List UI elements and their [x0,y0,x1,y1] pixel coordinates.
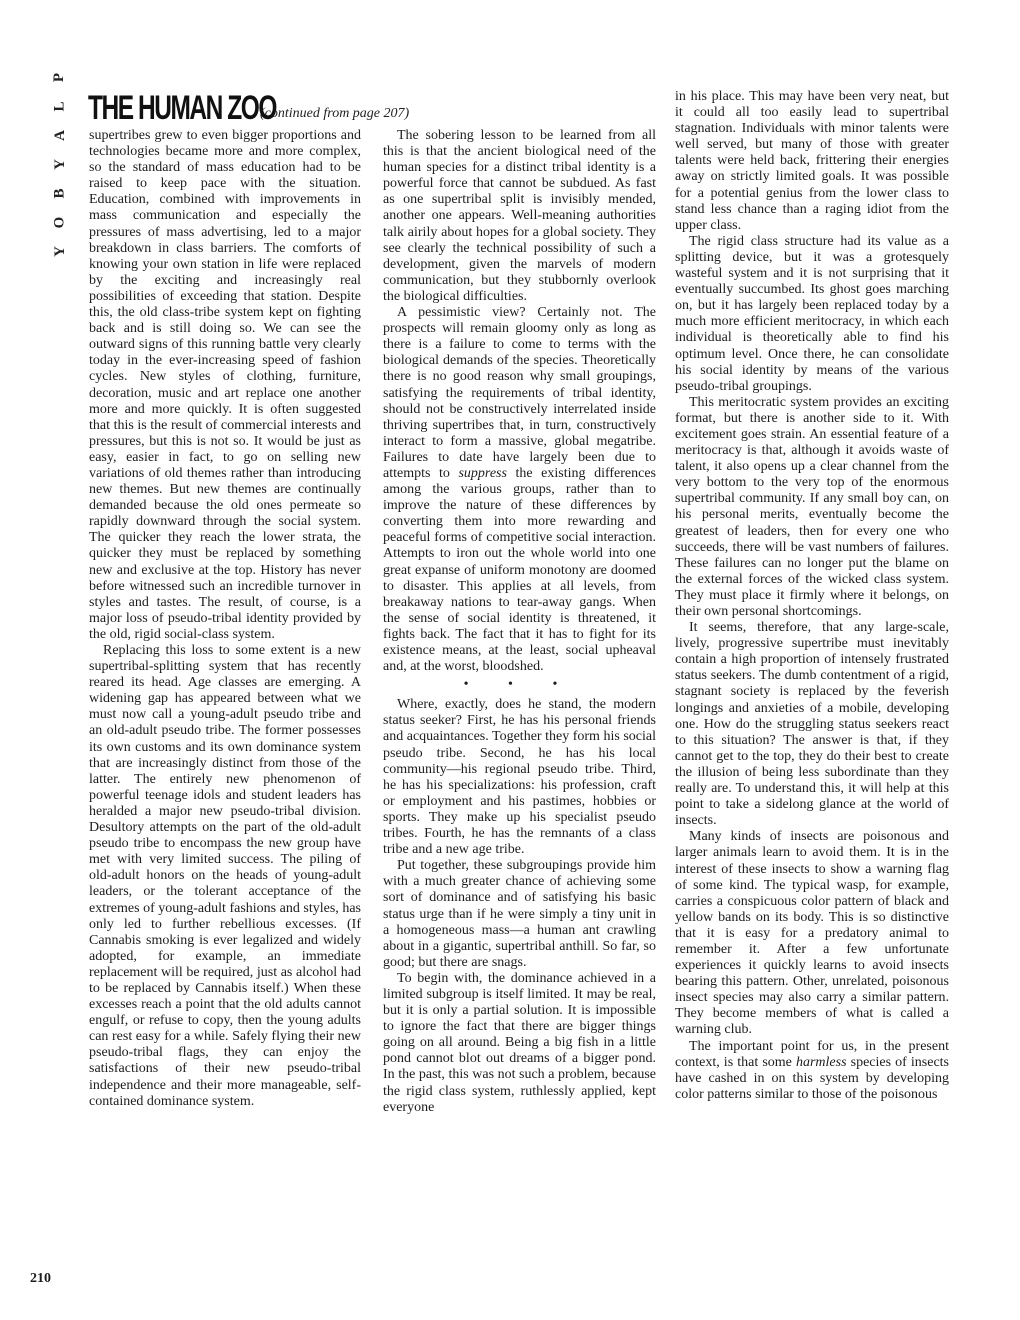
magazine-letter: B [51,188,68,199]
paragraph [675,1039,949,1103]
paragraph: This meritocratic system provides an exciting format, but there is another side to it. With excitement goes strain. An essential feature of a meritocracy is that, although it avoids waste of talent, it also opens up a clear channel from the very bottom to the very top of the enormous supertribal community. If any small boy can, on his personal merits, eventually become the greatest of leaders, then for every one who succeeds, there will be vast numbers of failures. These failures can no longer put the blame on the external forces of the wicked class system. They must place it firmly where it belongs, on their own personal shortcomings. [675,394,949,619]
paragraph: in his place. This may have been very neat, but it could all too easily lead to supertribal stagnation. Individuals with minor talents were well served, but many of those with greater talents were held back, frittering their energies away on strictly limited goals. It was possible for a potential genius from the lower class to stand less chance than a raging idiot from the upper class. [675,89,949,233]
page-number: 210 [30,1271,51,1286]
paragraph: Put together, these subgroupings provide him with a much greater chance of achieving some sort of dominance and of satisfying his basic status urge than if he were simply a tiny unit in a homogeneous mass—a human ant crawling about in a gigantic, supertribal anthill. So far, so good; but there are snags. [383,858,656,970]
article-title: THE HUMAN ZOO [88,89,276,127]
magazine-letter: O [51,216,68,229]
continued-note: (continued from page 207) [260,106,410,121]
article-header [88,85,688,125]
paragraph: The rigid class structure had its value as a splitting device, but it was a grotesquely wasteful system and it is not surprising that it eventually succumbed. Its ghost goes marching on, but it has largely been replaced today by a much more efficient meritocracy, in which each individual is theoretically able to find his optimum level. Once there, he can consolidate his social identity by means of the various pseudo-tribal groupings. [675,233,949,394]
text-run: The important point for us, in the present context, is that some [675,1038,949,1070]
paragraph: Replacing this loss to some extent is a new supertribal-splitting system that has recently reared its head. Age classes are emerging. A widening gap has appeared between what we must now call a young-adult pseudo tribe and an old-adult pseudo tribe. The former possesses its own customs and its own dominance system that are increasingly distinct from those of the latter. The entirely new phenomenon of powerful teenage idols and student leaders has heralded a major new pseudo-tribal division. Desultory attempts on the part of the old-adult pseudo tribe to encompass the new group have met with very limited success. The piling of old-adult honors on the heads of young-adult leaders, or the tolerant acceptance of the extremes of young-adult fashions and styles, has only led to further rebellious excesses. (If Cannabis smoking is ever legalized and widely adopted, for example, an immediate replacement will be required, just as alcohol had to be replaced by Cannabis itself.) When these excesses reach a point that the old adults cannot engulf, or refuse to copy, then the young adults can rest easy for a while. Safely flying their new pseudo-tribal flags, they can enjoy the satisfactions of their new pseudo-tribal independence and their more manageable, self-contained dominance system. [89,643,361,1109]
emphasis-text: suppress [458,465,507,481]
magazine-letter: L [51,101,68,112]
magazine-letter: P [51,72,68,83]
section-separator: • • • [463,677,576,693]
magazine-name-vertical [30,70,90,257]
paragraph: The sobering lesson to be learned from all this is that the ancient biological need of the human species for a distinct tribal identity is a powerful force that cannot be subdued. As fast as one supertribal split is invisibly mended, another one appears. Well-meaning authorities talk airily about hopes for a global society. They see clearly the technical possibility of such a development, given the marvels of modern communication, but they stubbornly overlook the biological difficulties. [383,128,656,304]
text-column-3 [675,89,949,1289]
paragraph: Where, exactly, does he stand, the modern status seeker? First, he has his personal friends and acquaintances. Together they form his social pseudo tribe. Second, he has his local community—his regional pseudo tribe. Third, he has his specializations: his profession, craft or employment and his pastimes, hobbies or sports. They make up his specialist pseudo tribes. Fourth, he has the remnants of a class tribe and a new age tribe. [383,697,656,858]
text-column-1 [89,128,361,1288]
paragraph: It seems, therefore, that any large-scale, lively, progressive supertribe must inevitably contain a high proportion of intensely frustrated status seekers. The dumb contentment of a rigid, stagnant society is replaced by the feverish longings and anxieties of a mobile, developing one. How do the struggling status seekers react to this situation? The answer is that, if they cannot get to the top, they do their best to create the illusion of being less subordinate than they really are. To understand this, it will help at this point to take a sidelong glance at the world of insects. [675,620,949,829]
text-column-2 [383,128,656,1288]
text-run: species of insects have cashed in on this system by developing color patterns similar to those of the poisonous [675,1054,949,1102]
magazine-letter: Y [51,246,68,257]
paragraph: Many kinds of insects are poisonous and larger animals learn to avoid them. It is in the interest of these insects to show a warning flag of some kind. The typical wasp, for example, carries a conspicuous color pattern of black and yellow bands on its body. This is so distinctive that it is easy for a predatory animal to remember it. After a few unfortunate experiences it quickly learns to avoid insects bearing this pattern. Other, unrelated, poisonous insect species may also carry a similar pattern. They become members of what is called a warning club. [675,829,949,1038]
text-run: the existing differences among the various groups, rather than to improve the nature of these differences by converting them into more rewarding and peaceful forms of competitive social interaction. Attempts to iron out the whole world into one great expanse of uniform monotony are doomed to disaster. This applies at all levels, from breakaway nations to tear-away gangs. When the sense of social identity is threatened, it fights back. The fact that it has to fight for its existence means, at the least, social upheaval and, at the worst, bloodshed. [383,465,656,675]
paragraph [383,305,656,675]
paragraph: To begin with, the dominance achieved in a limited subgroup is itself limited. It may be real, but it is only a partial solution. It is impossible to ignore the fact that there are bigger things going on all around. Being a big fish in a little pond cannot blot out dreams of a bigger pond. In the past, this was not such a problem, because the rigid class system, ruthlessly applied, kept everyone [383,970,656,1115]
text-run: A pessimistic view? Certainly not. The prospects will remain gloomy only as long as there is a failure to come to terms with the biological demands of the species. Theoretically there is no good reason why small groupings, satisfying the requirements of tribal identity, should not be constructively interrelated inside thriving supertribes that, in turn, constructively interact to form a massive, global megatribe. Failures to date have largely been due to attempts to [383,305,656,481]
magazine-letter: Y [51,159,68,170]
magazine-letter: A [51,130,68,141]
paragraph: supertribes grew to even bigger proportions and technologies became more and more complex, so the standard of mass education had to be raised to keep pace with the situation. Education, combined with improvements in mass communication and especially the pressures of mass advertising, led to a major breakdown in class barriers. The comforts of knowing your own station in life were replaced by the exciting and increasingly real possibilities of exceeding that station. Despite this, the old class-tribe system kept on fighting back and is still doing so. We can see the outward signs of this running battle very clearly today in the ever-increasing speed of fashion cycles. New styles of clothing, furniture, decoration, music and art replace one another more and more quickly. It is often suggested that this is the result of commercial interests and pressures, but this is not so. It would be just as easy, easier in fact, to go on selling new variations of old themes rather than introducing new themes. But new themes are continually demanded because the old ones permeate so rapidly downward through the social system. The quicker they reach the lower strata, the quicker they must be replaced by something new and exclusive at the top. History has never before witnessed such an incredible turnover in styles and tastes. The result, of course, is a major loss of pseudo-tribal identity provided by the old, rigid social-class system. [89,128,361,642]
emphasis-text: harmless [795,1054,847,1070]
